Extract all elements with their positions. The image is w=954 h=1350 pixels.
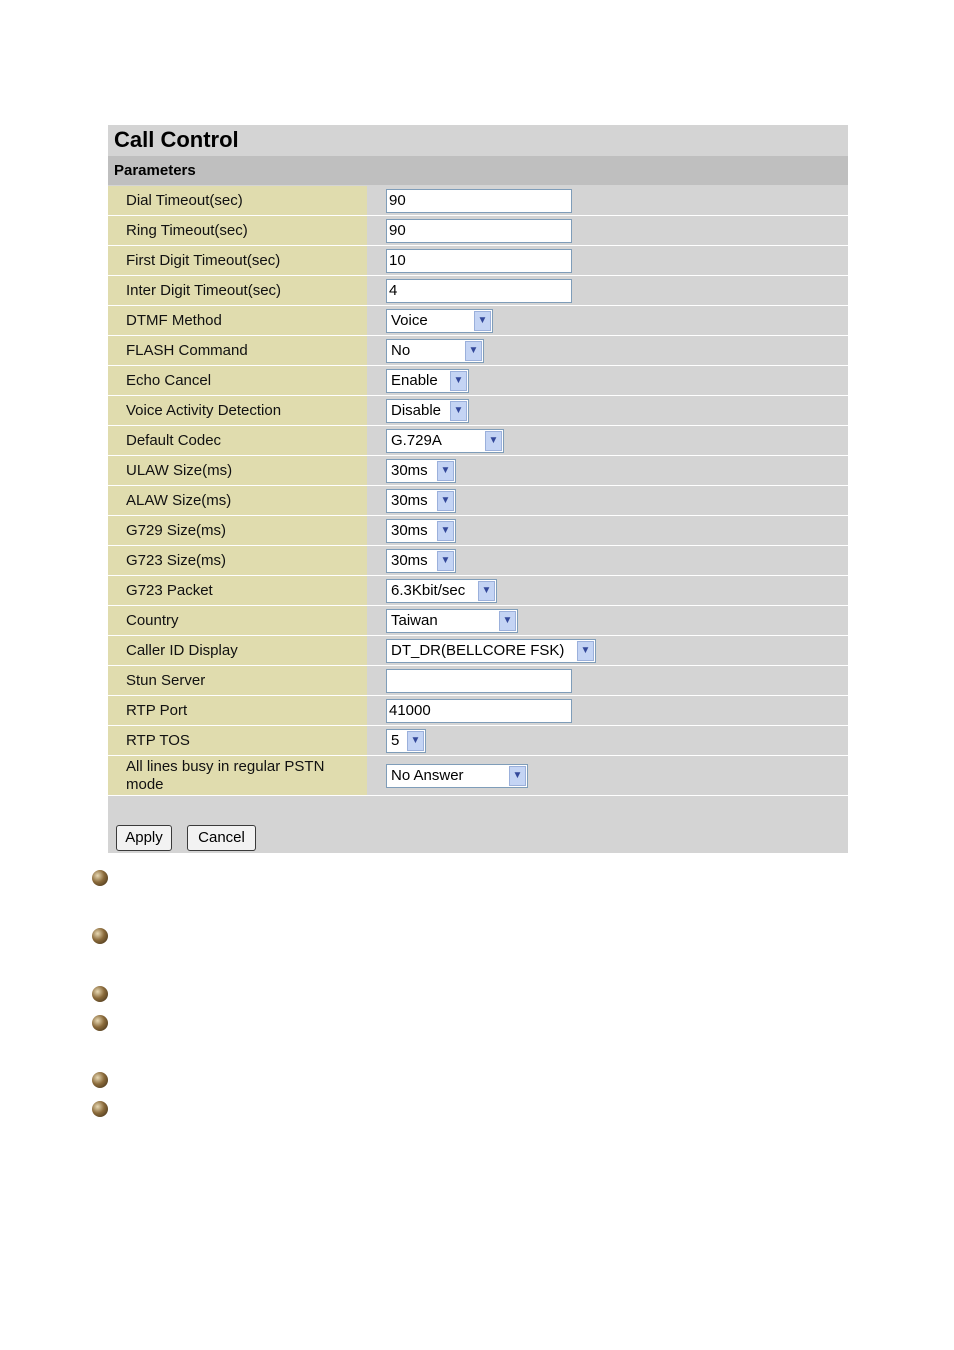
param-row-country — [108, 606, 848, 636]
select-value: Voice — [391, 311, 428, 329]
param-label: First Digit Timeout(sec) — [108, 246, 367, 275]
select-value: G.729A — [391, 431, 442, 449]
param-label: RTP Port — [108, 696, 367, 725]
select-value: Disable — [391, 401, 442, 419]
param-row-dtmf-method — [108, 306, 848, 336]
param-label: DTMF Method — [108, 306, 367, 335]
select-value: 30ms — [391, 461, 428, 479]
chevron-down-icon[interactable]: ▼ — [577, 641, 594, 661]
rtp-tos-select[interactable] — [386, 729, 426, 753]
select-value: Taiwan — [391, 611, 438, 629]
param-label: G723 Packet — [108, 576, 367, 605]
chevron-down-icon[interactable]: ▼ — [474, 311, 491, 331]
param-row-ulaw-size — [108, 456, 848, 486]
page-title: Call Control — [108, 125, 848, 155]
select-value: 30ms — [391, 551, 428, 569]
select-value: Enable — [391, 371, 438, 389]
button-bar — [108, 797, 848, 853]
param-row-ring-timeout — [108, 216, 848, 246]
select-value: 5 — [391, 731, 400, 749]
g723-packet-select[interactable] — [386, 579, 497, 603]
param-label: Stun Server — [108, 666, 367, 695]
chevron-down-icon[interactable]: ▼ — [465, 341, 482, 361]
default-codec-select[interactable] — [386, 429, 504, 453]
param-row-g729-size — [108, 516, 848, 546]
param-label: G729 Size(ms) — [108, 516, 367, 545]
select-value: 6.3Kbit/sec — [391, 581, 466, 599]
all-lines-busy-select[interactable] — [386, 764, 528, 788]
bullet-icon — [92, 986, 108, 1002]
g723-size-select[interactable] — [386, 549, 456, 573]
param-row-rtp-port — [108, 696, 848, 726]
bullet-icon — [92, 870, 108, 886]
ulaw-size-select[interactable] — [386, 459, 456, 483]
flash-command-select[interactable] — [386, 339, 484, 363]
chevron-down-icon[interactable]: ▼ — [499, 611, 516, 631]
ring-timeout-input[interactable]: 90 — [386, 219, 572, 243]
voice-activity-detection-select[interactable] — [386, 399, 469, 423]
cancel-button[interactable]: Cancel — [187, 825, 256, 851]
chevron-down-icon[interactable]: ▼ — [509, 766, 526, 786]
chevron-down-icon[interactable]: ▼ — [450, 371, 467, 391]
chevron-down-icon[interactable]: ▼ — [478, 581, 495, 601]
g729-size-select[interactable] — [386, 519, 456, 543]
param-label: Inter Digit Timeout(sec) — [108, 276, 367, 305]
select-value: 30ms — [391, 491, 428, 509]
select-value: 30ms — [391, 521, 428, 539]
param-row-all-lines-busy — [108, 756, 848, 796]
param-row-flash-command — [108, 336, 848, 366]
param-row-voice-activity-detection — [108, 396, 848, 426]
param-label: Caller ID Display — [108, 636, 367, 665]
echo-cancel-select[interactable] — [386, 369, 469, 393]
rtp-port-input[interactable]: 41000 — [386, 699, 572, 723]
inter-digit-timeout-input[interactable]: 4 — [386, 279, 572, 303]
alaw-size-select[interactable] — [386, 489, 456, 513]
parameters-table — [108, 186, 848, 796]
country-select[interactable] — [386, 609, 518, 633]
param-row-dial-timeout — [108, 186, 848, 216]
param-row-inter-digit-timeout — [108, 276, 848, 306]
param-label: All lines busy in regular PSTN mode — [108, 756, 367, 795]
chevron-down-icon[interactable]: ▼ — [485, 431, 502, 451]
dial-timeout-input[interactable]: 90 — [386, 189, 572, 213]
param-row-stun-server — [108, 666, 848, 696]
stun-server-input[interactable] — [386, 669, 572, 693]
param-label: Echo Cancel — [108, 366, 367, 395]
param-row-first-digit-timeout — [108, 246, 848, 276]
chevron-down-icon[interactable]: ▼ — [437, 491, 454, 511]
bullet-icon — [92, 1015, 108, 1031]
param-label: ALAW Size(ms) — [108, 486, 367, 515]
param-row-caller-id-display — [108, 636, 848, 666]
param-row-alaw-size — [108, 486, 848, 516]
section-header: Parameters — [108, 156, 848, 185]
caller-id-display-select[interactable] — [386, 639, 596, 663]
param-row-rtp-tos — [108, 726, 848, 756]
select-value: No — [391, 341, 411, 359]
param-label: Voice Activity Detection — [108, 396, 367, 425]
param-label: ULAW Size(ms) — [108, 456, 367, 485]
bullet-icon — [92, 1072, 108, 1088]
dtmf-method-select[interactable] — [386, 309, 493, 333]
param-label: RTP TOS — [108, 726, 367, 755]
chevron-down-icon[interactable]: ▼ — [437, 521, 454, 541]
param-label: Country — [108, 606, 367, 635]
param-row-g723-packet — [108, 576, 848, 606]
param-label: FLASH Command — [108, 336, 367, 365]
chevron-down-icon[interactable]: ▼ — [450, 401, 467, 421]
bullet-icon — [92, 928, 108, 944]
bullet-icon — [92, 1101, 108, 1117]
select-value: DT_DR(BELLCORE FSK) — [391, 641, 565, 659]
param-label: Dial Timeout(sec) — [108, 186, 367, 215]
param-row-echo-cancel — [108, 366, 848, 396]
param-row-g723-size — [108, 546, 848, 576]
apply-button[interactable]: Apply — [116, 825, 172, 851]
param-row-default-codec — [108, 426, 848, 456]
select-value: No Answer — [391, 766, 464, 784]
chevron-down-icon[interactable]: ▼ — [407, 731, 424, 751]
param-label: Default Codec — [108, 426, 367, 455]
call-control-panel — [108, 125, 848, 853]
param-label: G723 Size(ms) — [108, 546, 367, 575]
param-label: Ring Timeout(sec) — [108, 216, 367, 245]
chevron-down-icon[interactable]: ▼ — [437, 551, 454, 571]
chevron-down-icon[interactable]: ▼ — [437, 461, 454, 481]
first-digit-timeout-input[interactable]: 10 — [386, 249, 572, 273]
